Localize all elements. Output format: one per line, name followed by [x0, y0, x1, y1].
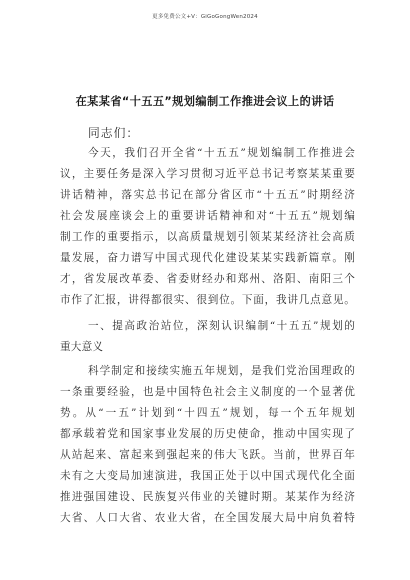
body-line: 科学制定和接续实施五年规划，是我们党治国理政的 — [88, 365, 355, 377]
body-line: 都承载着党和国家事业发展的历史使命，推动中国实现了 — [60, 428, 355, 440]
body-line: 社会发展座谈会上的重要讲话精神和对“十五五”规划编 — [60, 210, 355, 222]
body-line: 才，省发展改革委、省委财经办和郑州、洛阳、南阳三个 — [60, 273, 355, 285]
body-line: 讲话精神，落实总书记在部分省区市“十五五”时期经济 — [60, 189, 355, 201]
body-line: 未有之大变局加速演进，我国正处于以中国式现代化全面 — [60, 470, 355, 482]
header-note: 更多免费公文+V：GiGoGongWen2024 — [152, 14, 258, 20]
body-line: 推进强国建设、民族复兴伟业的关键时期。某某作为经济 — [60, 491, 355, 503]
body-line: 大省、人口大省、农业大省，在全国发展大局中肩负着特 — [60, 512, 355, 524]
salutation: 同志们： — [88, 126, 140, 140]
body-line: 今天，我们召开全省“十五五”规划编制工作推进会 — [88, 147, 355, 159]
body-line: 制工作的重要指示，以高质量规划引领某某经济社会高质 — [60, 231, 355, 243]
body-line: 从站起来、富起来到强起来的伟大飞跃。当前，世界百年 — [60, 449, 355, 461]
page-title: 在某某省“十五五”规划编制工作推进会议上的讲话 — [75, 95, 335, 108]
body-line: 市作了汇报，讲得都很实、很到位。下面，我讲几点意见。 — [60, 294, 355, 306]
section-heading-line: 重大意义 — [60, 341, 104, 353]
body-line: 议，主要任务是深入学习贯彻习近平总书记考察某某重要 — [60, 168, 355, 180]
body-line: 一条重要经验，也是中国特色社会主义制度的一个显著优 — [60, 386, 355, 398]
body-line: 量发展，奋力谱写中国式现代化建设某某实践新篇章。刚 — [60, 252, 355, 264]
section-heading-line: 一、提高政治站位，深刻认识编制“十五五”规划的 — [88, 320, 355, 332]
body-line: 势。从“一五”计划到“十四五”规划，每一个五年规划 — [60, 407, 355, 419]
